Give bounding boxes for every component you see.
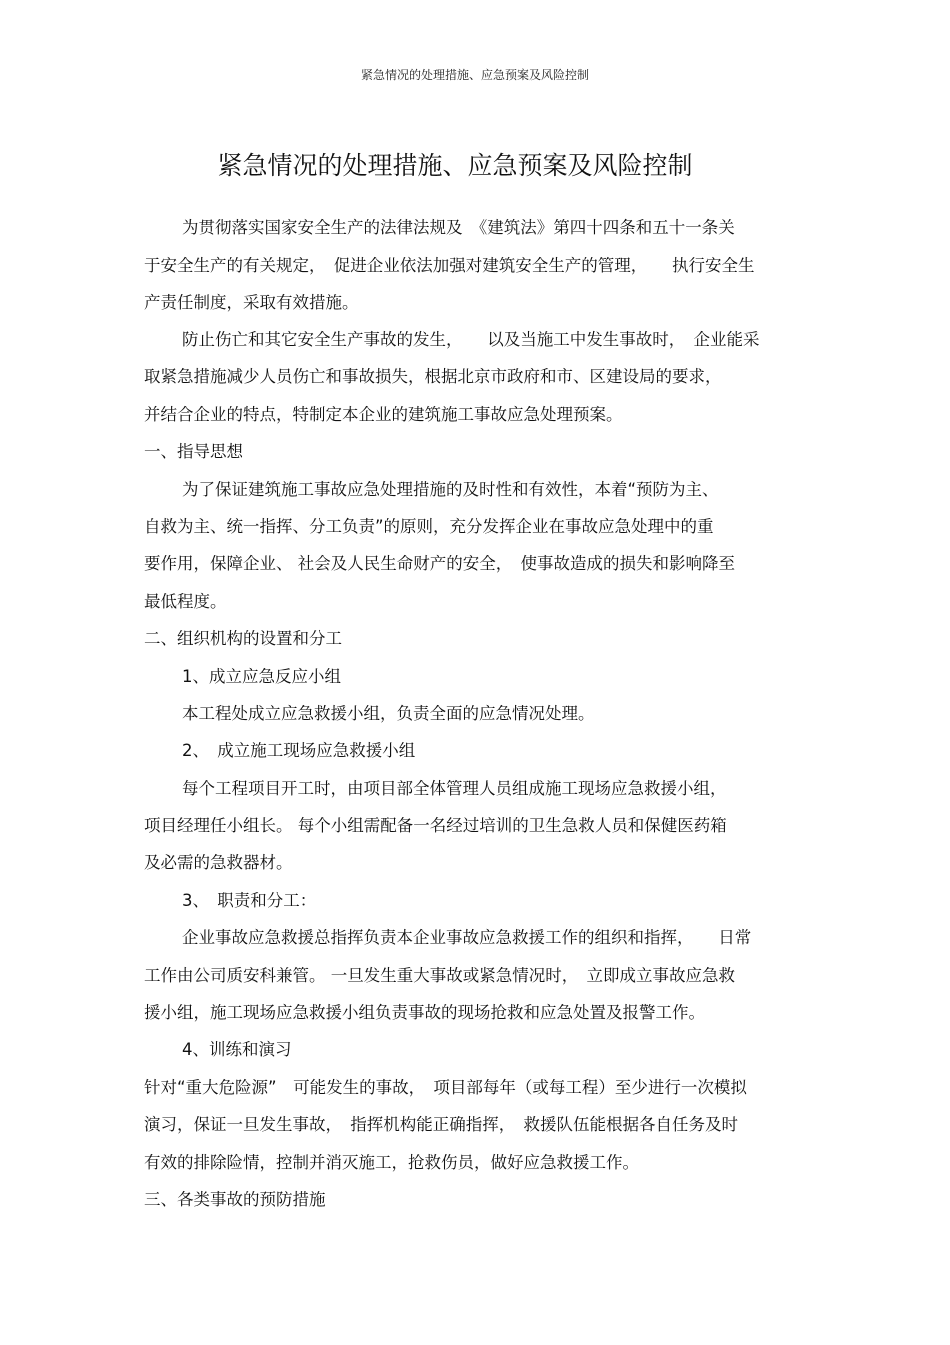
paragraph-line: 企业事故应急救援总指挥负责本企业事故应急救援工作的组织和指挥， 日常 [182, 928, 752, 947]
paragraph-line: 取紧急措施减少人员伤亡和事故损失，根据北京市政府和市、区建设局的要求， [144, 367, 722, 386]
paragraph-line: 防止伤亡和其它安全生产事故的发生， 以及当施工中发生事故时， 企业能采 [182, 330, 760, 349]
section-heading: 三、各类事故的预防措施 [144, 1190, 326, 1209]
paragraph-line: 为贯彻落实国家安全生产的法律法规及 《建筑法》第四十四条和五十一条关 [182, 218, 735, 237]
paragraph-line: 为了保证建筑施工事故应急处理措施的及时性和有效性，本着“预防为主、 [182, 480, 719, 499]
paragraph-line: 最低程度。 [144, 592, 227, 611]
paragraph-line: 针对“重大危险源” 可能发生的事故， 项目部每年（或每工程）至少进行一次模拟 [144, 1078, 747, 1097]
paragraph-line: 每个工程项目开工时，由项目部全体管理人员组成施工现场应急救援小组， [182, 779, 727, 798]
section-heading: 二、组织机构的设置和分工 [144, 629, 342, 648]
running-header: 紧急情况的处理措施、应急预案及风险控制 [360, 68, 589, 82]
paragraph-line: 有效的排除险情，控制并消灭施工，抢救伤员，做好应急救援工作。 [144, 1153, 639, 1172]
paragraph-line: 产责任制度，采取有效措施。 [144, 293, 359, 312]
subsection-heading: 4、训练和演习 [182, 1040, 292, 1059]
paragraph-line: 演习，保证一旦发生事故， 指挥机构能正确指挥， 救援队伍能根据各自任务及时 [144, 1115, 738, 1134]
subsection-heading: 2、 成立施工现场应急救援小组 [182, 741, 416, 760]
paragraph-line: 及必需的急救器材。 [144, 853, 293, 872]
paragraph-line: 要作用，保障企业、 社会及人民生命财产的安全， 使事故造成的损失和影响降至 [144, 554, 735, 573]
subsection-heading: 3、 职责和分工： [182, 891, 317, 910]
paragraph-line: 于安全生产的有关规定， 促进企业依法加强对建筑安全生产的管理， 执行安全生 [144, 256, 755, 275]
section-heading: 一、指导思想 [144, 442, 243, 461]
paragraph-line: 援小组，施工现场应急救援小组负责事故的现场抢救和应急处置及报警工作。 [144, 1003, 705, 1022]
paragraph-line: 自救为主、统一指挥、分工负责”的原则，充分发挥企业在事故应急处理中的重 [144, 517, 714, 536]
paragraph-line: 并结合企业的特点，特制定本企业的建筑施工事故应急处理预案。 [144, 405, 623, 424]
subsection-heading: 1、成立应急反应小组 [182, 667, 341, 686]
paragraph-line: 本工程处成立应急救援小组，负责全面的应急情况处理。 [182, 704, 595, 723]
paragraph-line: 工作由公司质安科兼管。 一旦发生重大事故或紧急情况时， 立即成立事故应急救 [144, 966, 735, 985]
paragraph-line: 项目经理任小组长。 每个小组需配备一名经过培训的卫生急救人员和保健医药箱 [144, 816, 727, 835]
document-title: 紧急情况的处理措施、应急预案及风险控制 [217, 151, 693, 180]
